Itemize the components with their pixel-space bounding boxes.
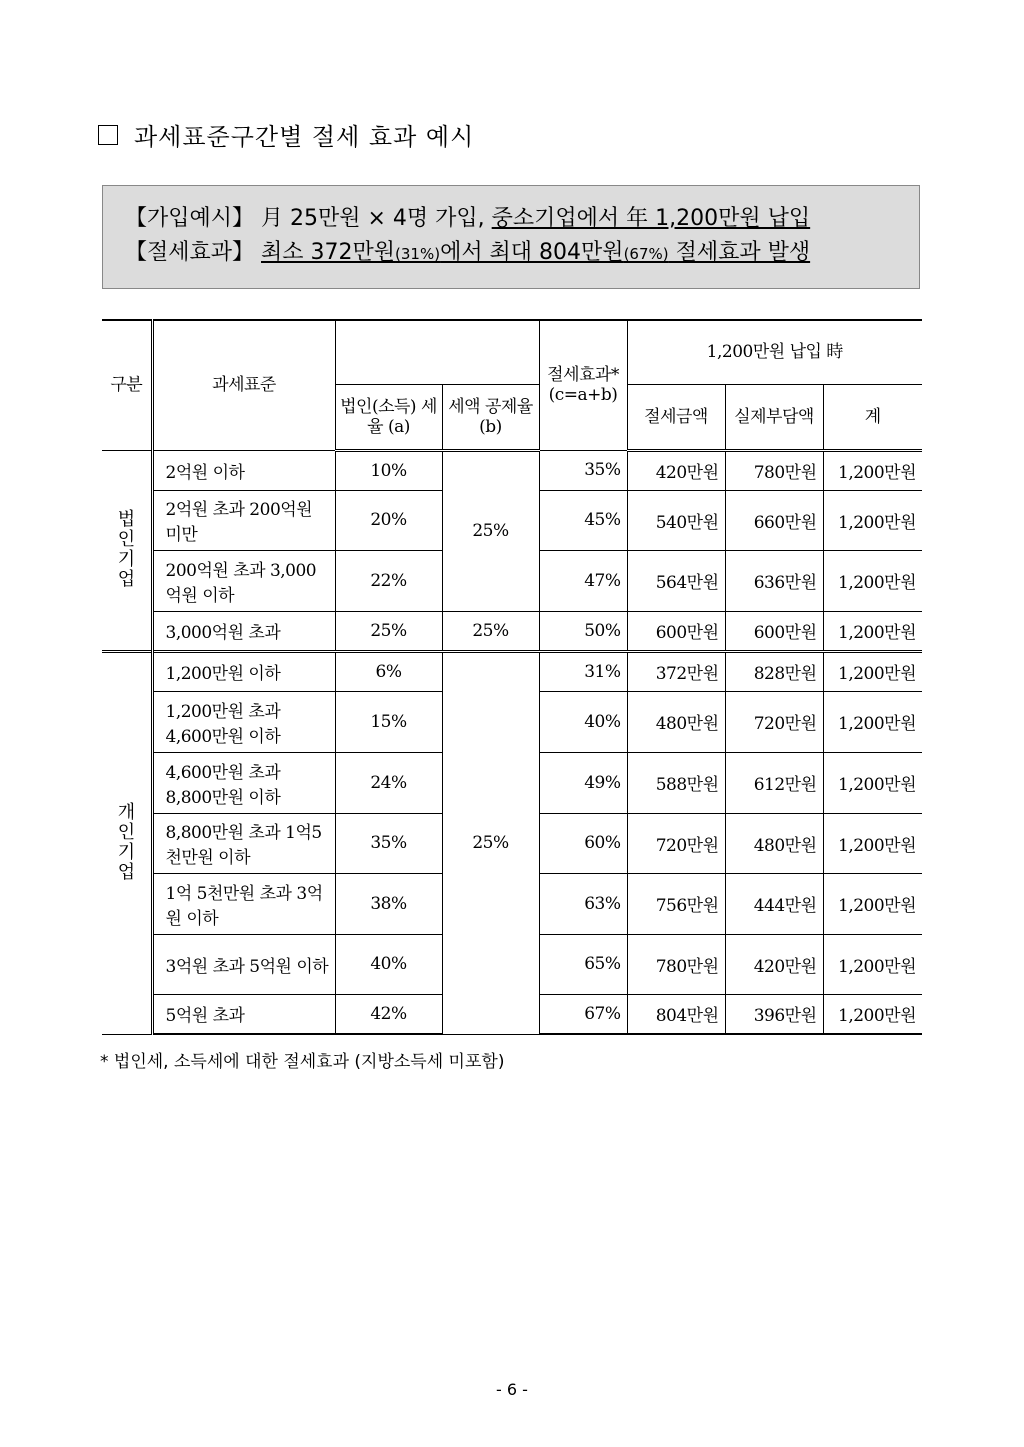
table-cell-rate: 42% [335, 994, 442, 1034]
table-cell-rate: 10% [335, 450, 442, 490]
table-cell-rate: 25% [335, 611, 442, 651]
table-cell-burden: 396만원 [725, 994, 823, 1034]
table-cell-effect: 50% [539, 611, 627, 651]
table-cell-saving: 564만원 [627, 550, 725, 611]
table-cell-burden: 636만원 [725, 550, 823, 611]
example-underlined-2: 최소 372만원(31%)에서 최대 804만원(67%) 절세효과 발생 [261, 240, 811, 265]
group-individual: 개 인 기 업 [102, 651, 152, 1034]
tax-savings-table [102, 319, 922, 1035]
table-cell-burden: 444만원 [725, 873, 823, 934]
header-effect: 절세효과* (c=a+b) [539, 320, 627, 450]
table-cell-rate: 15% [335, 691, 442, 752]
table-cell-effect: 31% [539, 651, 627, 691]
table-cell-total: 1,200만원 [823, 490, 922, 550]
table-cell-base: 3,000억원 초과 [152, 611, 335, 651]
example-box [102, 185, 920, 289]
table-cell-rate: 20% [335, 490, 442, 550]
table-cell-saving: 756만원 [627, 873, 725, 934]
page-number: - 6 - [496, 1380, 528, 1399]
table-cell-effect: 65% [539, 934, 627, 994]
table-cell-credit-shared: 25% [442, 450, 539, 611]
table-cell-effect: 40% [539, 691, 627, 752]
table-cell-effect: 35% [539, 450, 627, 490]
table-cell-effect: 67% [539, 994, 627, 1034]
table-cell-burden: 828만원 [725, 651, 823, 691]
header-payment-group: 1,200만원 납입 時 [627, 320, 922, 384]
table-cell-saving: 600만원 [627, 611, 725, 651]
header-category: 구분 [102, 320, 152, 450]
table-cell-total: 1,200만원 [823, 873, 922, 934]
table-cell-effect: 45% [539, 490, 627, 550]
table-cell-base: 8,800만원 초과 1억5천만원 이하 [152, 813, 335, 873]
table-cell-burden: 480만원 [725, 813, 823, 873]
section-title-text: 과세표준구간별 절세 효과 예시 [134, 123, 475, 151]
table-cell-saving: 588만원 [627, 752, 725, 813]
section-title [98, 117, 474, 152]
table-cell-credit: 25% [442, 611, 539, 651]
example-bracket-1: 【가입예시】 [125, 206, 255, 231]
table-cell-total: 1,200만원 [823, 691, 922, 752]
table-cell-saving: 720만원 [627, 813, 725, 873]
checkbox-square-icon [98, 125, 118, 145]
table-cell-base: 1,200만원 초과 4,600만원 이하 [152, 691, 335, 752]
example-text-1: 月 25만원 × 4명 가입, [261, 206, 485, 231]
table-cell-base: 2억원 초과 200억원 미만 [152, 490, 335, 550]
table-cell-total: 1,200만원 [823, 994, 922, 1034]
table-cell-burden: 780만원 [725, 450, 823, 490]
table-cell-saving: 420만원 [627, 450, 725, 490]
table-cell-saving: 480만원 [627, 691, 725, 752]
table-cell-saving: 540만원 [627, 490, 725, 550]
table-cell-effect: 49% [539, 752, 627, 813]
table-cell-burden: 720만원 [725, 691, 823, 752]
footnote: * 법인세, 소득세에 대한 절세효과 (지방소득세 미포함) [100, 1052, 505, 1072]
example-line-2 [125, 236, 919, 271]
table-cell-effect: 60% [539, 813, 627, 873]
table-cell-base: 5억원 초과 [152, 994, 335, 1034]
example-underlined-1: 중소기업에서 年 1,200만원 납입 [491, 206, 811, 231]
table-cell-saving: 804만원 [627, 994, 725, 1034]
table-cell-rate: 6% [335, 651, 442, 691]
table-cell-burden: 660만원 [725, 490, 823, 550]
table-cell-base: 200억원 초과 3,000억원 이하 [152, 550, 335, 611]
table-cell-effect: 47% [539, 550, 627, 611]
header-total: 계 [823, 384, 922, 450]
table-cell-rate: 40% [335, 934, 442, 994]
table-cell-effect: 63% [539, 873, 627, 934]
table-cell-rate: 24% [335, 752, 442, 813]
example-bracket-2: 【절세효과】 [125, 240, 255, 265]
table-cell-base: 1억 5천만원 초과 3억원 이하 [152, 873, 335, 934]
table-cell-burden: 600만원 [725, 611, 823, 651]
header-tax-base: 과세표준 [152, 320, 335, 450]
table-cell-total: 1,200만원 [823, 611, 922, 651]
group-corporate: 법 인 기 업 [102, 450, 152, 651]
table-cell-total: 1,200만원 [823, 752, 922, 813]
table-cell-total: 1,200만원 [823, 450, 922, 490]
table-cell-total: 1,200만원 [823, 934, 922, 994]
table-cell-rate: 22% [335, 550, 442, 611]
table-cell-base: 4,600만원 초과 8,800만원 이하 [152, 752, 335, 813]
table-cell-rate: 35% [335, 813, 442, 873]
table-cell-base: 1,200만원 이하 [152, 651, 335, 691]
header-saving: 절세금액 [627, 384, 725, 450]
table-cell-saving: 372만원 [627, 651, 725, 691]
example-line-1 [125, 202, 919, 236]
table-cell-total: 1,200만원 [823, 550, 922, 611]
table-cell-base: 2억원 이하 [152, 450, 335, 490]
table-cell-base: 3억원 초과 5억원 이하 [152, 934, 335, 994]
table-cell-credit-shared: 25% [442, 651, 539, 1034]
header-rate-a: 법인(소득) 세율 (a) [335, 384, 442, 450]
table-cell-burden: 420만원 [725, 934, 823, 994]
table-cell-rate: 38% [335, 873, 442, 934]
table-cell-saving: 780만원 [627, 934, 725, 994]
header-blank [335, 320, 539, 384]
table-cell-total: 1,200만원 [823, 813, 922, 873]
header-burden: 실제부담액 [725, 384, 823, 450]
table-cell-burden: 612만원 [725, 752, 823, 813]
table-cell-total: 1,200만원 [823, 651, 922, 691]
header-rate-b: 세액 공제율 (b) [442, 384, 539, 450]
